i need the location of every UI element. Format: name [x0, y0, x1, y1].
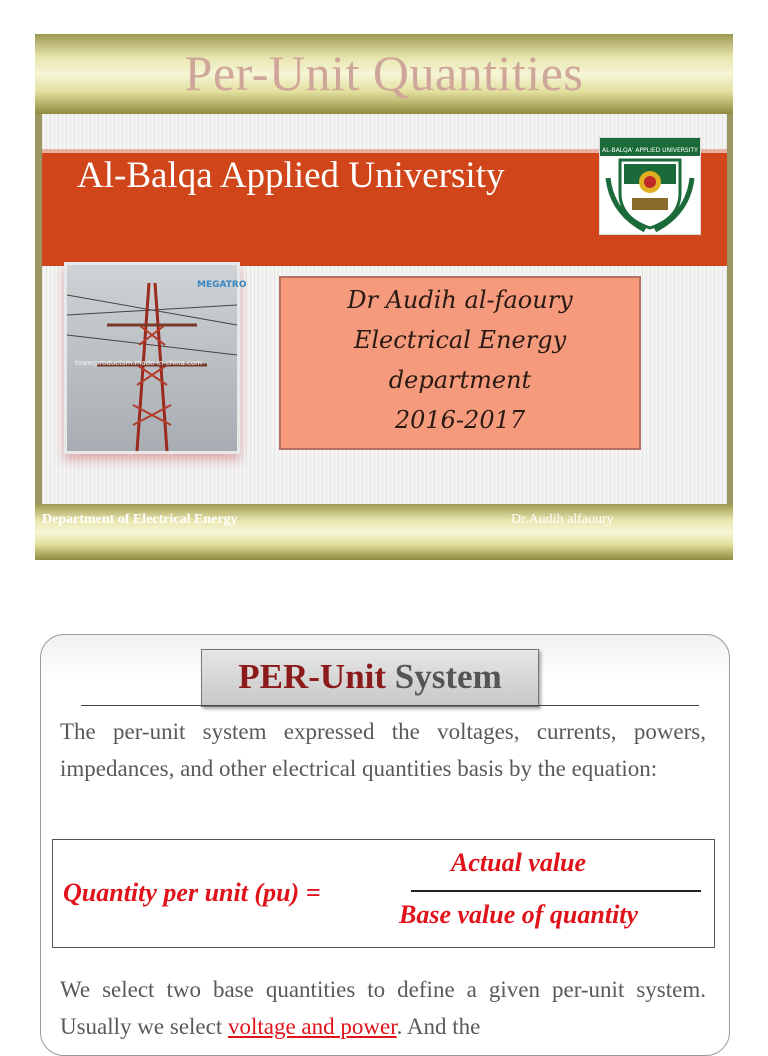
academic-year: 2016-2017: [394, 406, 526, 434]
equation-lhs: Quantity per unit (pu) =: [63, 878, 321, 907]
author-name: Dr Audih al-faoury: [347, 286, 573, 314]
title-slide: [35, 34, 733, 560]
left-stripe: [35, 114, 42, 504]
base-quantities-paragraph: [60, 971, 706, 1045]
author-department: department: [388, 366, 532, 394]
paragraph2-start: We select two base quantities to define a given per-unit system. Usually we select: [60, 977, 706, 1039]
tower-icon: [67, 265, 247, 451]
slide-title: Per-Unit Quantities: [184, 45, 584, 101]
intro-paragraph: The per-unit system expressed the voltages, currents, powers, impedances, and other electrical quantities basis by the equation:: [60, 719, 706, 781]
heading-dash: -: [308, 657, 320, 696]
heading-rule: [81, 705, 699, 706]
equation-denominator: Base value of quantity: [399, 900, 639, 929]
equation-box: [52, 839, 715, 948]
right-stripe: [727, 114, 733, 504]
footer-author: Dr.Audih alfaoury: [511, 512, 614, 527]
footer-department: Department of Electrical Energy: [42, 512, 238, 527]
photo-brand: MEGATRO: [197, 280, 247, 290]
university-logo: [599, 137, 701, 235]
per-unit-slide: [40, 634, 730, 1056]
university-name: Al-Balqa Applied University: [77, 155, 505, 196]
equation-numerator: Actual value: [451, 848, 587, 877]
heading-per: PER: [238, 657, 309, 696]
university-logo-icon: [600, 138, 700, 234]
heading-system: System: [386, 657, 502, 696]
paragraph2-highlight: voltage and power: [227, 1014, 397, 1039]
heading-unit: Unit: [319, 657, 387, 696]
photo-watermark: towerproductsm.made-in-china.com: [75, 359, 202, 367]
transmission-tower-photo: [64, 262, 247, 454]
slide-heading: [201, 649, 539, 707]
fraction-bar: [411, 890, 701, 892]
paragraph2-end: . And the: [396, 1014, 481, 1039]
logo-caption: AL-BALQA' APPLIED UNIVERSITY: [602, 147, 698, 154]
author-field: Electrical Energy: [353, 326, 567, 354]
author-info-box: [279, 276, 641, 450]
